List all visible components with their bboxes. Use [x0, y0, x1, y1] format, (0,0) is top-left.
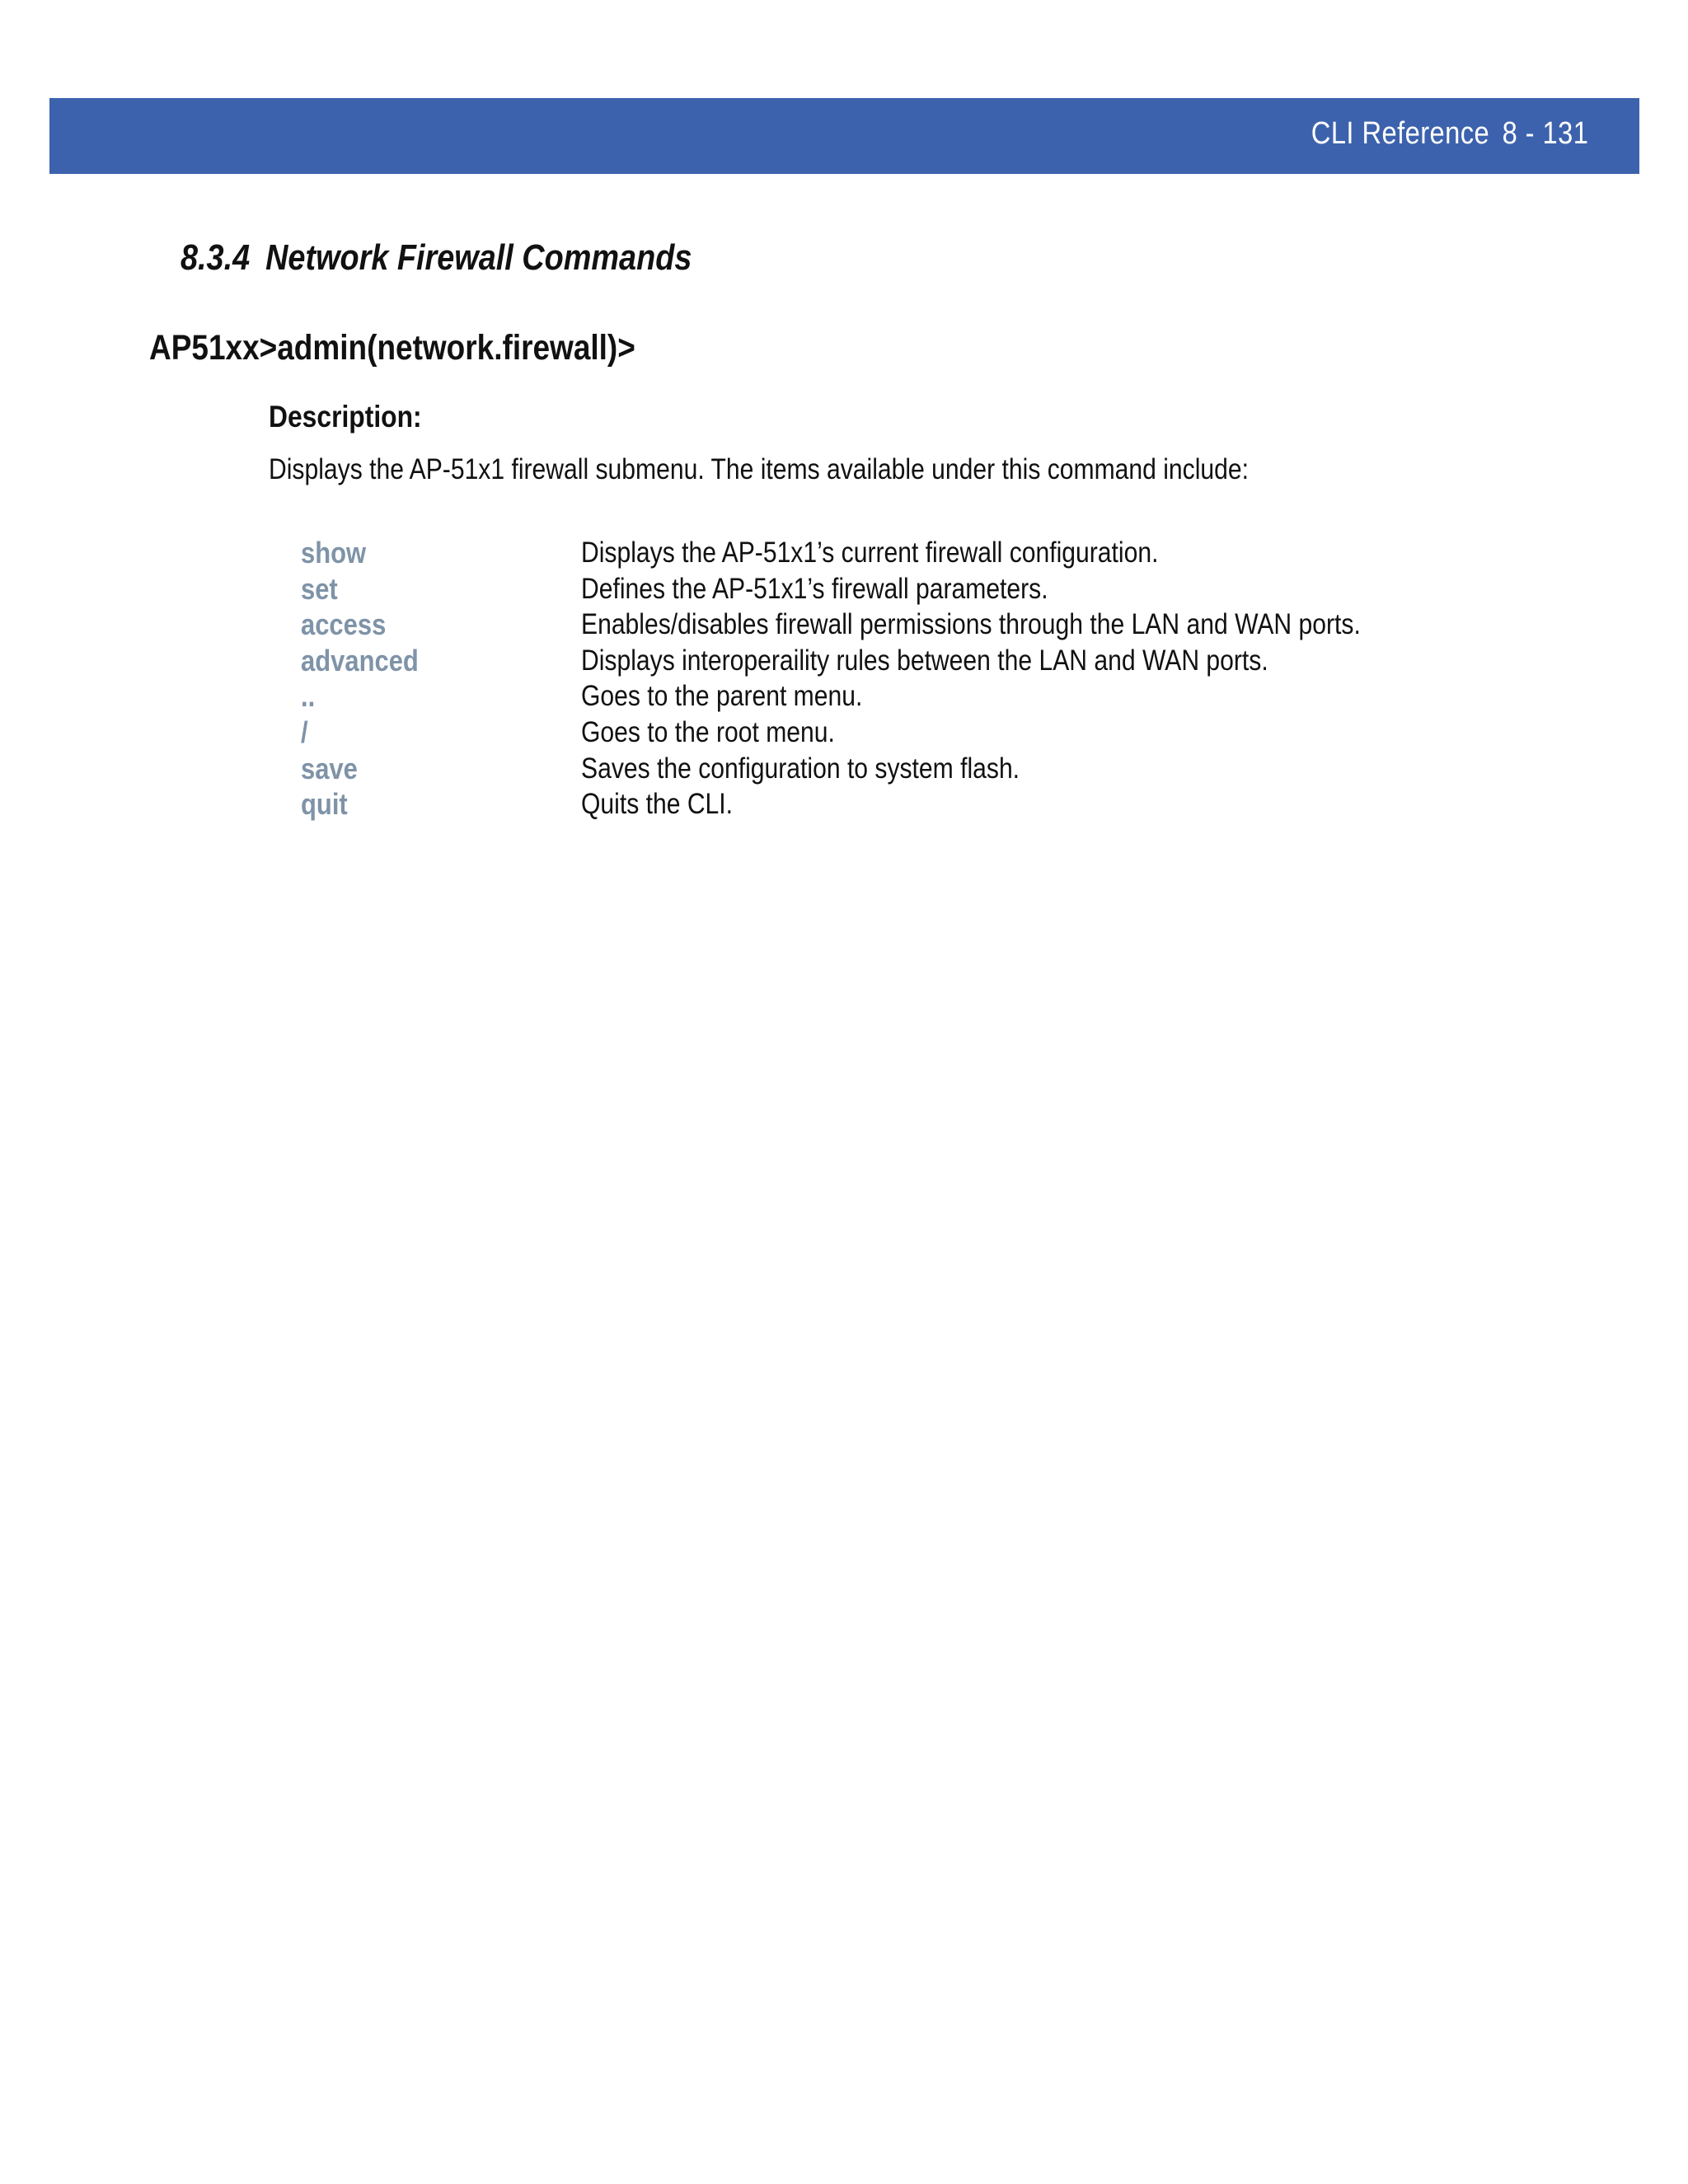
command-name: / — [301, 715, 308, 749]
command-row — [301, 751, 1537, 787]
command-name: .. — [301, 679, 316, 714]
section-heading — [181, 237, 692, 279]
command-description: Saves the configuration to system flash. — [581, 752, 1020, 785]
command-row — [301, 571, 1537, 607]
command-description: Goes to the root menu. — [581, 715, 835, 748]
command-prompt-heading: AP51xx>admin(network.firewall)> — [149, 328, 635, 368]
command-description: Defines the AP-51x1’s firewall parameters. — [581, 572, 1048, 605]
command-name: set — [301, 571, 338, 606]
running-header — [1311, 116, 1588, 152]
command-description: Displays the AP-51x1’s current firewall configuration. — [581, 537, 1159, 569]
command-table — [301, 535, 1537, 823]
command-description: Enables/disables firewall permissions through the LAN and WAN ports. — [581, 608, 1361, 641]
command-row — [301, 535, 1537, 571]
description-text: Displays the AP-51x1 firewall submenu. The items available under this command include: — [269, 453, 1250, 485]
command-description: Quits the CLI. — [581, 788, 734, 821]
header-section-name: CLI Reference — [1311, 116, 1489, 151]
command-row — [301, 715, 1537, 751]
command-row — [301, 607, 1537, 643]
section-number: 8.3.4 — [181, 237, 251, 278]
command-row — [301, 786, 1537, 823]
command-name: save — [301, 751, 358, 785]
command-name: advanced — [301, 643, 419, 677]
page-header-bar — [49, 98, 1639, 174]
command-row — [301, 643, 1537, 679]
page-number: 8 - 131 — [1502, 116, 1588, 151]
command-description: Displays interoperaility rules between the LAN and WAN ports. — [581, 644, 1268, 677]
command-description: Goes to the parent menu. — [581, 680, 863, 713]
command-name: access — [301, 607, 387, 642]
command-row — [301, 678, 1537, 715]
command-name: quit — [301, 787, 348, 822]
description-label: Description: — [269, 400, 422, 434]
command-name: show — [301, 536, 367, 569]
section-title: Network Firewall Commands — [265, 237, 692, 278]
